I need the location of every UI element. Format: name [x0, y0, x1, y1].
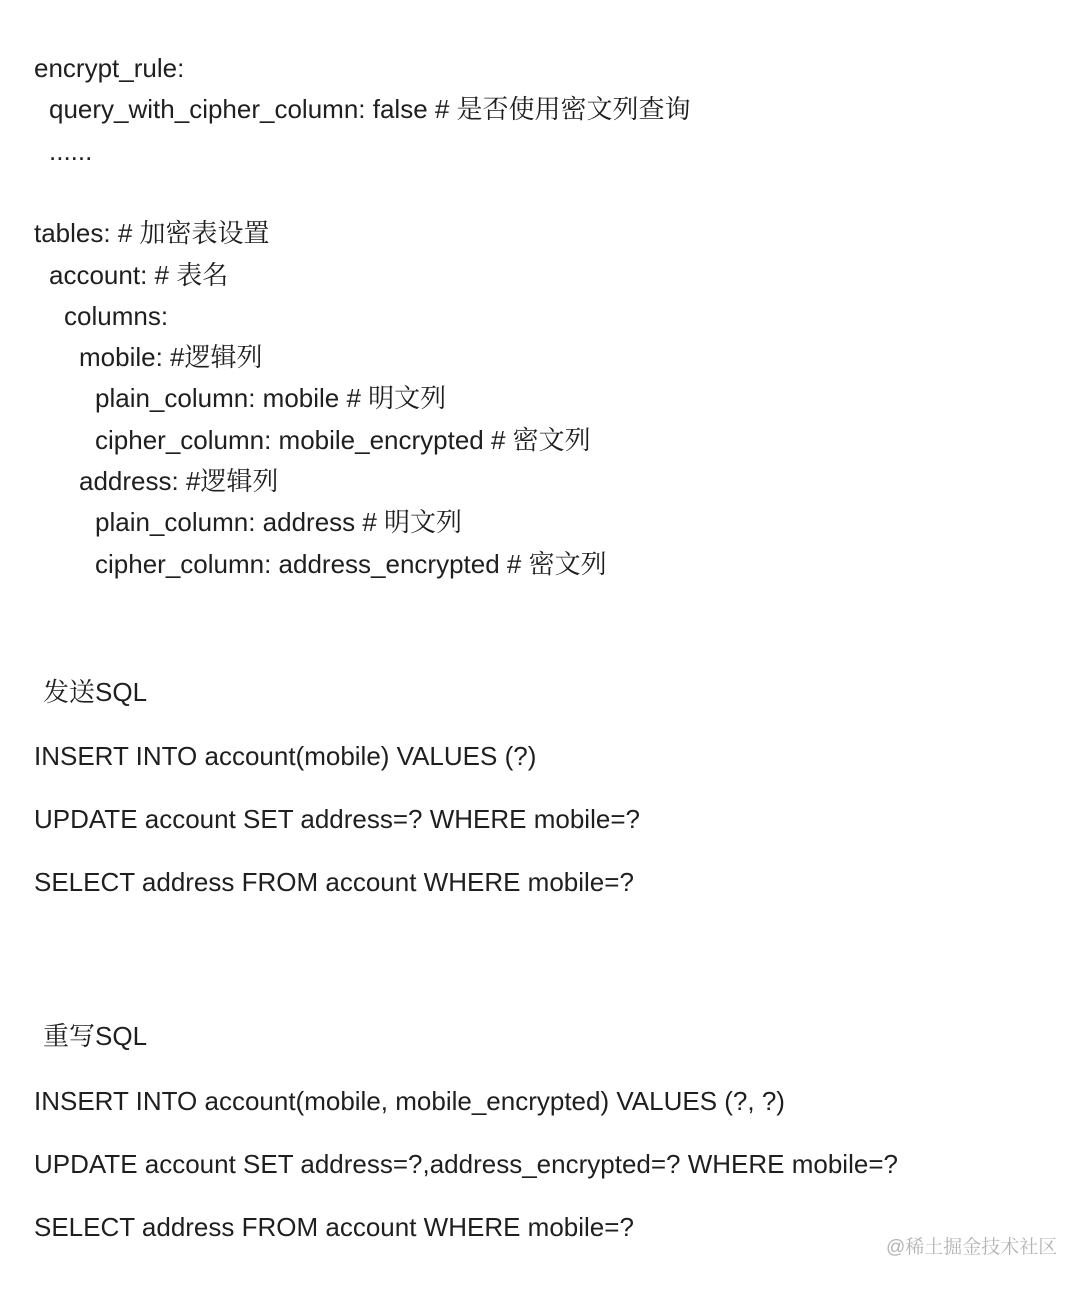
watermark: @稀土掘金技术社区 — [886, 1237, 1058, 1258]
send-sql-insert: INSERT INTO account(mobile) VALUES (?) — [34, 741, 537, 771]
config-line-account: account: # 表名 — [49, 260, 229, 290]
rewrite-sql-insert: INSERT INTO account(mobile, mobile_encrypted) VALUES (?, ?) — [34, 1086, 785, 1116]
rewrite-sql-update: UPDATE account SET address=?,address_encrypted=? WHERE mobile=? — [34, 1149, 898, 1179]
config-line-columns: columns: — [64, 301, 169, 331]
config-line-query-with-cipher: query_with_cipher_column: false # 是否使用密文列查询 — [49, 94, 691, 124]
config-line-ellipsis: ...... — [49, 136, 93, 166]
config-line-address-plain: plain_column: address # 明文列 — [95, 507, 463, 537]
config-line-encrypt-rule: encrypt_rule: — [34, 53, 185, 83]
config-line-mobile-cipher: cipher_column: mobile_encrypted # 密文列 — [95, 425, 591, 455]
config-line-address: address: #逻辑列 — [79, 466, 279, 496]
send-sql-select: SELECT address FROM account WHERE mobile=? — [34, 867, 634, 897]
config-line-mobile: mobile: #逻辑列 — [79, 342, 263, 372]
config-line-tables: tables: # 加密表设置 — [34, 218, 270, 248]
rewrite-sql-select: SELECT address FROM account WHERE mobile=? — [34, 1212, 634, 1242]
config-line-mobile-plain: plain_column: mobile # 明文列 — [95, 383, 447, 413]
send-sql-update: UPDATE account SET address=? WHERE mobile=? — [34, 804, 640, 834]
rewrite-sql-heading: 重写SQL — [43, 1021, 148, 1051]
config-line-address-cipher: cipher_column: address_encrypted # 密文列 — [95, 549, 607, 579]
send-sql-heading: 发送SQL — [43, 677, 148, 707]
